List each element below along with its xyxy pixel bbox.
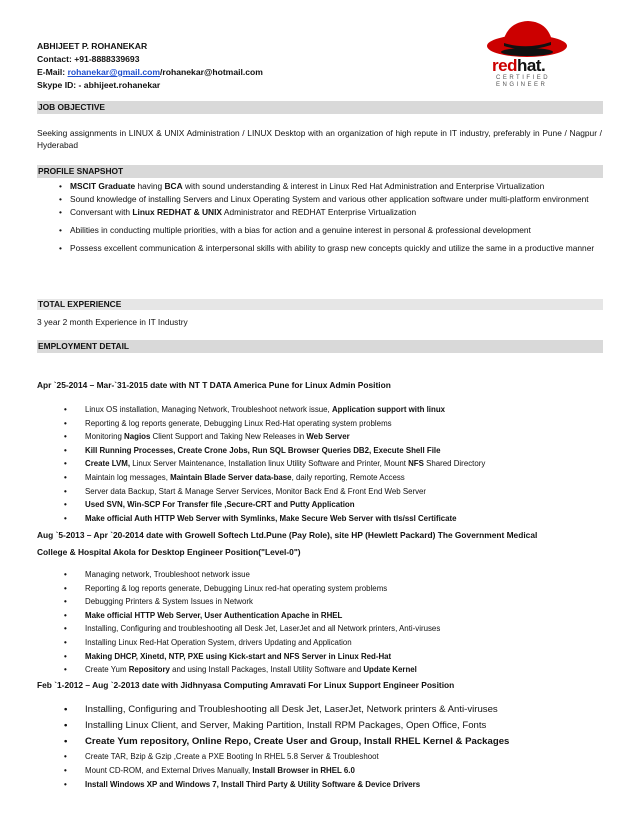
item-text: Linux OS installation, Managing Network, Troubleshoot network issue, xyxy=(85,405,332,414)
list-item xyxy=(37,430,602,444)
item-text: Client Support and Taking New Releases in xyxy=(150,432,307,442)
list-item: • Make official Auth HTTP Web Server with Symlinks, Make Secure Web Server with tls/ssl Certificate xyxy=(37,512,602,526)
job3-heading: Feb `1-2012 – Aug `2-2013 date with Jidhnyasa Computing Amravati For Linux Support Engineer Position xyxy=(37,680,455,690)
item-text: Maintain log messages, xyxy=(85,472,171,482)
candidate-name: ABHIJEET P. ROHANEKAR xyxy=(37,41,148,51)
contact-block xyxy=(37,40,263,92)
profile-text: with sound understanding & interest in Linux Red Hat Administration and Enterprise Virtualization xyxy=(182,181,545,191)
list-item: • Managing network, Troubleshoot network issue xyxy=(37,568,602,582)
list-item: • Installing, Configuring and troubleshooting all Desk Jet, LaserJet and all Network printers, Anti-viruses xyxy=(37,622,602,636)
item-bold: Web Server xyxy=(306,432,350,442)
list-item: • Used SVN, Win-SCP For Transfer file ,Secure-CRT and Putty Application xyxy=(37,498,602,512)
logo-engineer: ENGINEER xyxy=(496,82,548,88)
profile-text: • Sound knowledge of installing Servers and Linux Operating System and various other application software under multi-platform environment xyxy=(70,194,589,204)
profile-degree2: BCA xyxy=(164,181,183,191)
list-item: • Making DHCP, Xinetd, NTP, PXE using Kick-start and NFS Server in Linux Red-Hat xyxy=(37,650,602,664)
profile-item xyxy=(37,193,602,205)
objective-text: Seeking assignments in LINUX & UNIX Administration / LINUX Desktop with an organization of high repute in IT industry, preferably in Pune / Nagpur / Hyderabad xyxy=(37,128,602,150)
job2-list xyxy=(37,568,602,677)
profile-text: • Possess excellent communication & interpersonal skills with ability to grasp new concepts quickly and utilize the same in a productive manner xyxy=(70,243,595,253)
list-item: • Installing Linux Red-Hat Operation System, drivers Updating and Application xyxy=(37,636,602,650)
logo-red: red xyxy=(492,56,517,75)
job2-heading-line2: College & Hospital Akola for Desktop Engineer Position("Level-0") xyxy=(37,547,301,557)
list-item: • Debugging Printers & System Issues in Network xyxy=(37,595,602,609)
list-item: • Server data Backup, Start & Manage Server Services, Monitor Back End & Front End Web Server xyxy=(37,485,602,499)
experience-text: 3 year 2 month Experience in IT Industry xyxy=(37,317,188,327)
list-item: • Make official HTTP Web Server, User Authentication Apache in RHEL xyxy=(37,609,602,623)
email-prefix: E-Mail: xyxy=(37,67,68,77)
list-item xyxy=(37,471,602,485)
item-bold: Repository xyxy=(128,665,170,675)
profile-item xyxy=(37,242,602,254)
item-bold: Create LVM, xyxy=(85,459,131,469)
list-item: • Installing Linux Client, and Server, Making Partition, Install RPM Packages, Open Office, Fonts xyxy=(37,718,602,734)
job3-list xyxy=(37,702,602,792)
item-bold: Maintain Blade Server data-base xyxy=(170,472,292,482)
email-alt: /rohanekar@hotmail.com xyxy=(160,67,263,77)
logo-certified: CERTIFIED xyxy=(496,75,551,81)
item-text: Shared Directory xyxy=(423,459,486,469)
item-text: Mount CD-ROM, and External Drives Manually, xyxy=(85,766,253,775)
item-text: Monitoring xyxy=(85,432,125,442)
list-item: • Reporting & log reports generate, Debugging Linux red-hat operating system problems xyxy=(37,582,602,596)
section-profile-snapshot: PROFILE SNAPSHOT xyxy=(37,165,603,178)
list-item xyxy=(37,403,602,417)
section-employment-detail: EMPLOYMENT DETAIL xyxy=(37,340,603,353)
profile-item xyxy=(37,180,602,192)
job1-list xyxy=(37,403,602,525)
list-item xyxy=(37,663,602,677)
item-text: , daily reporting, Remote Access xyxy=(291,472,405,482)
email-link[interactable]: rohanekar@gmail.com xyxy=(67,67,160,77)
logo-hat: hat. xyxy=(516,56,546,75)
item-text: Create Yum xyxy=(85,665,129,675)
list-item: • Create TAR, Bzip & Gzip ,Create a PXE Booting In RHEL 5.8 Server & Troubleshoot xyxy=(37,750,602,764)
section-total-experience: TOTAL EXPERIENCE xyxy=(37,299,603,310)
job1-heading: Apr `25-2014 – Mar-`31-2015 date with NT T DATA America Pune for Linux Admin Position xyxy=(37,380,391,390)
section-job-objective: JOB OBJECTIVE xyxy=(37,101,603,114)
contact-skype: Skype ID: - abhijeet.rohanekar xyxy=(37,80,161,90)
job2-heading-line1: Aug `5-2013 – Apr `20-2014 date with Growell Softech Ltd.Pune (Pay Role), site HP (Hewlett Packard) The Government Medical xyxy=(37,530,538,540)
list-item: • Create Yum repository, Online Repo, Create User and Group, Install RHEL Kernel & Packages xyxy=(37,734,602,750)
item-text: and using Install Packages, Install Utility Software and xyxy=(169,665,364,675)
list-item: • Kill Running Processes, Create Crone Jobs, Run SQL Browser Queries DB2, Execute Shell File xyxy=(37,444,602,458)
item-bold: Update Kernel xyxy=(363,665,417,675)
item-bold: Install Browser in RHEL 6.0 xyxy=(252,766,355,775)
contact-phone: Contact: +91-8888339693 xyxy=(37,54,140,64)
profile-text: Conversant with xyxy=(70,207,133,217)
item-bold: Nagios xyxy=(124,432,151,442)
redhat-certified-logo xyxy=(462,16,592,96)
item-bold: Application support with linux xyxy=(331,405,446,414)
list-item: • Installing, Configuring and Troubleshooting all Desk Jet, LaserJet, Network printers & Anti-viruses xyxy=(37,702,602,718)
profile-item xyxy=(37,206,602,218)
list-item xyxy=(37,764,602,778)
list-item xyxy=(37,457,602,471)
list-item: • Reporting & log reports generate, Debugging Linux Red-Hat operating system problems xyxy=(37,417,602,431)
contact-email xyxy=(37,66,263,79)
list-item: • Install Windows XP and Windows 7, Install Third Party & Utility Software & Device Drivers xyxy=(37,778,602,792)
profile-degree: MSCIT Graduate xyxy=(70,181,136,191)
item-text: Linux Server Maintenance, Installation linux Utility Software and Printer, Mount xyxy=(130,459,409,469)
item-bold: NFS xyxy=(408,459,424,469)
profile-text: having xyxy=(135,181,165,191)
job2-heading xyxy=(37,527,602,561)
profile-list xyxy=(37,180,602,259)
profile-text: • Abilities in conducting multiple priorities, with a bias for action and a genuine interest in personal & professional development xyxy=(70,225,531,235)
profile-item xyxy=(37,224,602,236)
profile-bold: Linux REDHAT & UNIX xyxy=(132,207,223,217)
logo-wordmark xyxy=(492,56,545,76)
profile-text: Administrator and REDHAT Enterprise Virtualization xyxy=(222,207,417,217)
